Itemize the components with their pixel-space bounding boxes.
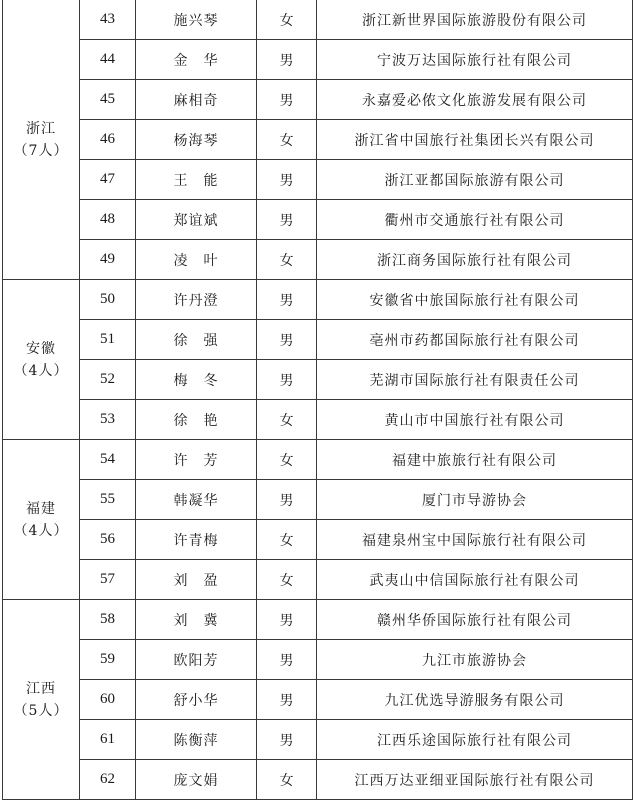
- guide-name-cell: 许 芳: [136, 440, 257, 480]
- guide-name-cell: 许丹澄: [136, 280, 257, 320]
- table-row: [3, 760, 633, 800]
- guide-name-cell: 徐 强: [136, 320, 257, 360]
- serial-number-cell: 59: [80, 640, 136, 680]
- serial-number-cell: 53: [80, 400, 136, 440]
- table-row: [3, 40, 633, 80]
- gender-cell: 女: [257, 120, 317, 160]
- gender-cell: 男: [257, 320, 317, 360]
- guide-name-cell: 麻相奇: [136, 80, 257, 120]
- guide-name-cell: 欧阳芳: [136, 640, 257, 680]
- guide-name-cell: 刘 盈: [136, 560, 257, 600]
- guide-name-cell: 舒小华: [136, 680, 257, 720]
- gender-cell: 男: [257, 680, 317, 720]
- table-row: [3, 400, 633, 440]
- serial-number-cell: 47: [80, 160, 136, 200]
- table-row: [3, 600, 633, 640]
- guide-name-cell: 凌 叶: [136, 240, 257, 280]
- company-cell: 江西万达亚细亚国际旅行社有限公司: [317, 760, 633, 800]
- serial-number-cell: 57: [80, 560, 136, 600]
- guide-name-cell: 杨海琴: [136, 120, 257, 160]
- gender-cell: 男: [257, 80, 317, 120]
- province-name: 福建: [26, 500, 56, 517]
- gender-cell: 男: [257, 200, 317, 240]
- guide-name-cell: 许青梅: [136, 520, 257, 560]
- guide-name-cell: 刘 冀: [136, 600, 257, 640]
- province-count: （4人）: [13, 362, 69, 379]
- company-cell: 武夷山中信国际旅行社有限公司: [317, 560, 633, 600]
- table-row: [3, 160, 633, 200]
- guide-name-cell: 庞文娟: [136, 760, 257, 800]
- company-cell: 黄山市中国旅行社有限公司: [317, 400, 633, 440]
- province-count: （4人）: [13, 522, 69, 539]
- guide-roster-table: [2, 0, 633, 800]
- region-cell: [3, 440, 80, 600]
- gender-cell: 女: [257, 440, 317, 480]
- table-row: [3, 320, 633, 360]
- company-cell: 永嘉爱必侬文化旅游发展有限公司: [317, 80, 633, 120]
- company-cell: 浙江商务国际旅行社有限公司: [317, 240, 633, 280]
- table-row: [3, 200, 633, 240]
- company-cell: 浙江省中国旅行社集团长兴有限公司: [317, 120, 633, 160]
- company-cell: 浙江亚都国际旅游有限公司: [317, 160, 633, 200]
- company-cell: 九江优选导游服务有限公司: [317, 680, 633, 720]
- table-row: [3, 360, 633, 400]
- company-cell: 福建中旅旅行社有限公司: [317, 440, 633, 480]
- table-row: [3, 0, 633, 40]
- company-cell: 衢州市交通旅行社有限公司: [317, 200, 633, 240]
- table-row: [3, 560, 633, 600]
- company-cell: 浙江新世界国际旅游股份有限公司: [317, 0, 633, 40]
- gender-cell: 女: [257, 240, 317, 280]
- table-row: [3, 80, 633, 120]
- table-row: [3, 520, 633, 560]
- company-cell: 亳州市药都国际旅行社有限公司: [317, 320, 633, 360]
- company-cell: 福建泉州宝中国际旅行社有限公司: [317, 520, 633, 560]
- guide-name-cell: 郑谊斌: [136, 200, 257, 240]
- serial-number-cell: 49: [80, 240, 136, 280]
- table-row: [3, 240, 633, 280]
- table-row: [3, 720, 633, 760]
- serial-number-cell: 45: [80, 80, 136, 120]
- gender-cell: 女: [257, 400, 317, 440]
- table-row: [3, 480, 633, 520]
- table-row: [3, 680, 633, 720]
- gender-cell: 男: [257, 360, 317, 400]
- gender-cell: 男: [257, 600, 317, 640]
- gender-cell: 男: [257, 160, 317, 200]
- gender-cell: 男: [257, 640, 317, 680]
- serial-number-cell: 48: [80, 200, 136, 240]
- company-cell: 赣州华侨国际旅行社有限公司: [317, 600, 633, 640]
- table-row: [3, 120, 633, 160]
- company-cell: 江西乐途国际旅行社有限公司: [317, 720, 633, 760]
- serial-number-cell: 58: [80, 600, 136, 640]
- table-row: [3, 440, 633, 480]
- gender-cell: 男: [257, 480, 317, 520]
- serial-number-cell: 54: [80, 440, 136, 480]
- guide-name-cell: 徐 艳: [136, 400, 257, 440]
- gender-cell: 男: [257, 720, 317, 760]
- province-name: 安徽: [26, 340, 56, 357]
- gender-cell: 男: [257, 40, 317, 80]
- serial-number-cell: 55: [80, 480, 136, 520]
- gender-cell: 女: [257, 560, 317, 600]
- guide-name-cell: 金 华: [136, 40, 257, 80]
- serial-number-cell: 56: [80, 520, 136, 560]
- serial-number-cell: 60: [80, 680, 136, 720]
- region-cell: [3, 280, 80, 440]
- serial-number-cell: 62: [80, 760, 136, 800]
- serial-number-cell: 52: [80, 360, 136, 400]
- province-name: 浙江: [26, 120, 56, 137]
- serial-number-cell: 61: [80, 720, 136, 760]
- region-cell: [3, 0, 80, 280]
- guide-name-cell: 王 能: [136, 160, 257, 200]
- guide-name-cell: 韩凝华: [136, 480, 257, 520]
- gender-cell: 女: [257, 520, 317, 560]
- serial-number-cell: 43: [80, 0, 136, 40]
- gender-cell: 男: [257, 280, 317, 320]
- company-cell: 宁波万达国际旅行社有限公司: [317, 40, 633, 80]
- gender-cell: 女: [257, 0, 317, 40]
- region-cell: [3, 600, 80, 800]
- guide-name-cell: 施兴琴: [136, 0, 257, 40]
- province-count: （7人）: [13, 142, 69, 159]
- company-cell: 芜湖市国际旅行社有限责任公司: [317, 360, 633, 400]
- table-row: [3, 640, 633, 680]
- province-count: （5人）: [13, 702, 69, 719]
- gender-cell: 女: [257, 760, 317, 800]
- table-row: [3, 280, 633, 320]
- serial-number-cell: 46: [80, 120, 136, 160]
- serial-number-cell: 44: [80, 40, 136, 80]
- serial-number-cell: 51: [80, 320, 136, 360]
- company-cell: 安徽省中旅国际旅行社有限公司: [317, 280, 633, 320]
- serial-number-cell: 50: [80, 280, 136, 320]
- company-cell: 九江市旅游协会: [317, 640, 633, 680]
- province-name: 江西: [26, 680, 56, 697]
- company-cell: 厦门市导游协会: [317, 480, 633, 520]
- guide-name-cell: 陈衡萍: [136, 720, 257, 760]
- guide-name-cell: 梅 冬: [136, 360, 257, 400]
